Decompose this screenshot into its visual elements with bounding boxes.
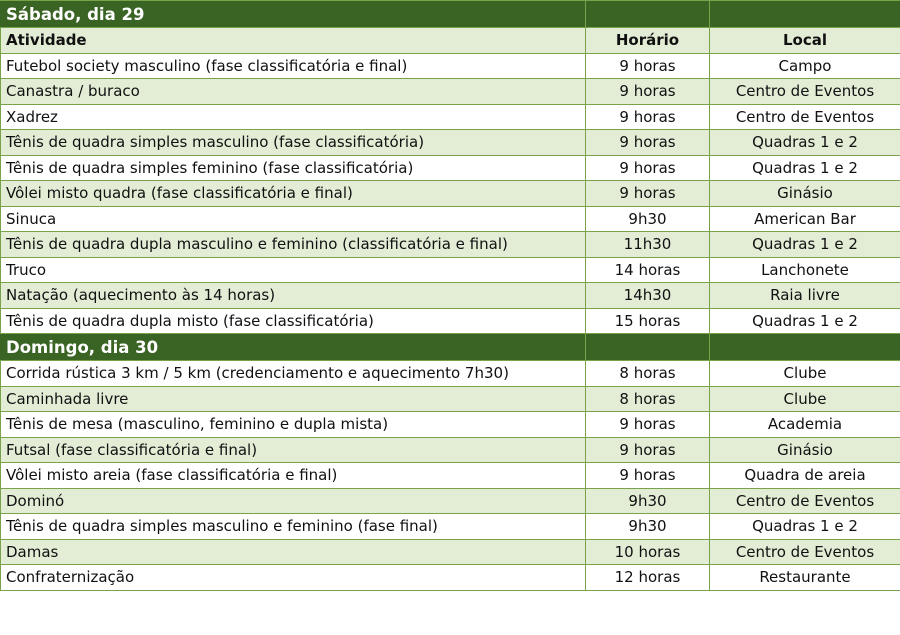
location-cell: Quadras 1 e 2: [710, 514, 900, 540]
location-cell: Centro de Eventos: [710, 539, 900, 565]
table-row: [1, 283, 900, 309]
activity-cell: Natação (aquecimento às 14 horas): [1, 283, 586, 309]
activity-cell: Tênis de quadra simples masculino (fase classificatória): [1, 130, 586, 156]
activity-cell: Corrida rústica 3 km / 5 km (credenciamento e aquecimento 7h30): [1, 361, 586, 387]
location-cell: Ginásio: [710, 437, 900, 463]
location-cell: Ginásio: [710, 181, 900, 207]
activity-cell: Dominó: [1, 488, 586, 514]
table-row: [1, 437, 900, 463]
table-row: [1, 130, 900, 156]
time-cell: 9 horas: [586, 53, 710, 79]
column-header-local: Local: [710, 28, 900, 54]
section-header-cell: [710, 334, 900, 361]
time-cell: 9 horas: [586, 155, 710, 181]
location-cell: Quadras 1 e 2: [710, 130, 900, 156]
table-row: [1, 412, 900, 438]
column-header-atividade: Atividade: [1, 28, 586, 54]
location-cell: Campo: [710, 53, 900, 79]
time-cell: 12 horas: [586, 565, 710, 591]
time-cell: 9h30: [586, 206, 710, 232]
location-cell: Academia: [710, 412, 900, 438]
time-cell: 9h30: [586, 488, 710, 514]
column-header-row: [1, 28, 900, 54]
time-cell: 11h30: [586, 232, 710, 258]
time-cell: 14h30: [586, 283, 710, 309]
table-row: [1, 361, 900, 387]
activity-cell: Caminhada livre: [1, 386, 586, 412]
table-row: [1, 53, 900, 79]
time-cell: 8 horas: [586, 386, 710, 412]
section-header-cell: [586, 334, 710, 361]
location-cell: Quadras 1 e 2: [710, 155, 900, 181]
time-cell: 9 horas: [586, 130, 710, 156]
activity-cell: Xadrez: [1, 104, 586, 130]
location-cell: Lanchonete: [710, 257, 900, 283]
location-cell: Centro de Eventos: [710, 79, 900, 105]
table-row: [1, 565, 900, 591]
section-header-row: [1, 1, 900, 28]
activity-cell: Truco: [1, 257, 586, 283]
table-row: [1, 104, 900, 130]
time-cell: 9 horas: [586, 463, 710, 489]
location-cell: Quadras 1 e 2: [710, 308, 900, 334]
time-cell: 10 horas: [586, 539, 710, 565]
section-title: Domingo, dia 30: [1, 334, 586, 361]
activity-cell: Tênis de quadra simples masculino e feminino (fase final): [1, 514, 586, 540]
location-cell: Centro de Eventos: [710, 104, 900, 130]
table-row: [1, 488, 900, 514]
activity-cell: Tênis de quadra simples feminino (fase classificatória): [1, 155, 586, 181]
activity-cell: Tênis de mesa (masculino, feminino e dupla mista): [1, 412, 586, 438]
location-cell: Quadras 1 e 2: [710, 232, 900, 258]
schedule-body: [1, 1, 900, 591]
time-cell: 14 horas: [586, 257, 710, 283]
location-cell: Raia livre: [710, 283, 900, 309]
section-header-row: [1, 334, 900, 361]
table-row: [1, 257, 900, 283]
location-cell: Clube: [710, 386, 900, 412]
time-cell: 9 horas: [586, 412, 710, 438]
location-cell: Restaurante: [710, 565, 900, 591]
location-cell: Quadra de areia: [710, 463, 900, 489]
activity-cell: Canastra / buraco: [1, 79, 586, 105]
table-row: [1, 539, 900, 565]
section-header-cell: [586, 1, 710, 28]
activity-cell: Futsal (fase classificatória e final): [1, 437, 586, 463]
table-row: [1, 514, 900, 540]
activity-cell: Tênis de quadra dupla masculino e feminino (classificatória e final): [1, 232, 586, 258]
table-row: [1, 308, 900, 334]
table-row: [1, 232, 900, 258]
activity-cell: Sinuca: [1, 206, 586, 232]
location-cell: Clube: [710, 361, 900, 387]
time-cell: 9 horas: [586, 104, 710, 130]
location-cell: Centro de Eventos: [710, 488, 900, 514]
time-cell: 9 horas: [586, 181, 710, 207]
time-cell: 8 horas: [586, 361, 710, 387]
time-cell: 9h30: [586, 514, 710, 540]
table-row: [1, 79, 900, 105]
table-row: [1, 463, 900, 489]
column-header-horario: Horário: [586, 28, 710, 54]
section-title: Sábado, dia 29: [1, 1, 586, 28]
activity-cell: Damas: [1, 539, 586, 565]
location-cell: American Bar: [710, 206, 900, 232]
time-cell: 9 horas: [586, 437, 710, 463]
activity-cell: Futebol society masculino (fase classificatória e final): [1, 53, 586, 79]
table-row: [1, 386, 900, 412]
activity-cell: Confraternização: [1, 565, 586, 591]
time-cell: 15 horas: [586, 308, 710, 334]
table-row: [1, 181, 900, 207]
table-row: [1, 155, 900, 181]
time-cell: 9 horas: [586, 79, 710, 105]
table-row: [1, 206, 900, 232]
section-header-cell: [710, 1, 900, 28]
activity-cell: Tênis de quadra dupla misto (fase classificatória): [1, 308, 586, 334]
activity-cell: Vôlei misto quadra (fase classificatória e final): [1, 181, 586, 207]
activity-cell: Vôlei misto areia (fase classificatória e final): [1, 463, 586, 489]
